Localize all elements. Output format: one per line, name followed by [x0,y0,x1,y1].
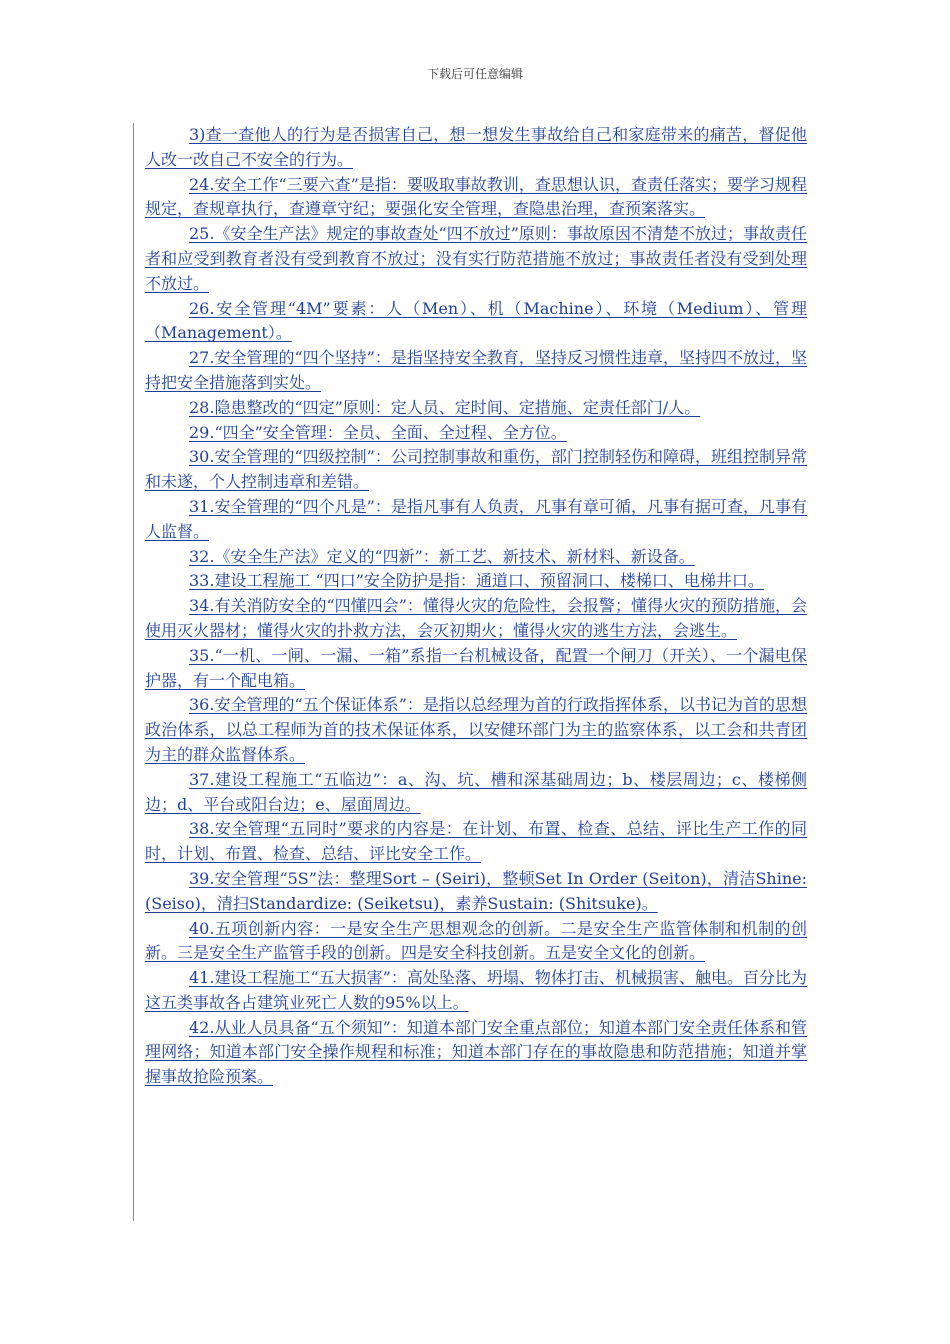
paragraph: 35.“一机、一闸、一漏、一箱”系指一台机械设备，配置一个闸刀（开关）、一个漏电保护器，有一个配电箱。 [145,645,807,690]
paragraph: 38.安全管理“五同时”要求的内容是：在计划、布置、检查、总结、评比生产工作的同时，计划、布置、检查、总结、评比安全工作。 [145,819,807,864]
paragraph: 27.安全管理的“四个坚持”：是指坚持安全教育，坚持反习惯性违章，坚持四不放过，坚持把安全措施落到实处。 [145,348,807,392]
margin-line [133,123,134,1221]
paragraph: 39.安全管理“5S”法：整理Sort – (Seiri)，整顿Set In Order (Seiton)，清洁Shine: (Seiso)，清扫Standardize: (Seiketsu)，素养Sustain: (Shitsuke)。 [145,868,807,913]
paragraph: 29.“四全”安全管理：全员、全面、全过程、全方位。 [189,422,567,442]
paragraph: 42.从业人员具备“五个须知”：知道本部门安全重点部位；知道本部门安全责任体系和管理网络；知道本部门安全操作规程和标准；知道本部门存在的事故隐患和防范措施；知道并掌握事故抢险预案。 [145,1017,807,1087]
paragraph: 26.安全管理“4M”要素：人（Men）、机（Machine）、环境（Medium）、管理（Management）。 [145,298,807,343]
page-header: 下载后可任意编辑 [426,67,523,81]
document-body [145,123,807,1090]
paragraph: 34.有关消防安全的“四懂四会”：懂得火灾的危险性，会报警；懂得火灾的预防措施，会使用灭火器材；懂得火灾的扑救方法，会灭初期火；懂得火灾的逃生方法，会逃生。 [145,596,807,640]
paragraph: 25.《安全生产法》规定的事故查处“四不放过”原则：事故原因不清楚不放过；事故责任者和应受到教育者没有受到教育不放过；没有实行防范措施不放过；事故责任者没有受到处理不放过。 [145,224,807,293]
paragraph: 41.建设工程施工“五大损害”：高处坠落、坍塌、物体打击、机械损害、触电。百分比为这五类事故各占建筑业死亡人数的95%以上。 [145,968,807,1012]
paragraph: 40.五项创新内容：一是安全生产思想观念的创新。二是安全生产监管体制和机制的创新。三是安全生产监管手段的创新。四是安全科技创新。五是安全文化的创新。 [145,918,807,963]
paragraph: 3)查一查他人的行为是否损害自己，想一想发生事故给自己和家庭带来的痛苦，督促他人改一改自己不安全的行为。 [145,125,807,169]
paragraph: 36.安全管理的“五个保证体系”：是指以总经理为首的行政指挥体系，以书记为首的思想政治体系，以总工程师为首的技术保证体系，以安健环部门为主的监察体系，以工会和共青团为主的群众监督体系。 [145,695,807,764]
paragraph: 33.建设工程施工 “四口”安全防护是指：通道口、预留洞口、楼梯口、电梯井口。 [189,571,764,591]
paragraph: 30.安全管理的“四级控制”：公司控制事故和重伤，部门控制轻伤和障碍，班组控制异常和未遂，个人控制违章和差错。 [145,447,807,492]
paragraph: 32.《安全生产法》定义的“四新”：新工艺、新技术、新材料、新设备。 [189,546,695,566]
paragraph: 37.建设工程施工“五临边”：a、沟、坑、槽和深基础周边；b、楼层周边；c、楼梯侧边；d、平台或阳台边；e、屋面周边。 [145,769,807,814]
paragraph: 24.安全工作“三要六查”是指：要吸取事故教训，查思想认识，查责任落实；要学习规程规定，查规章执行，查遵章守纪；要强化安全管理，查隐患治理，查预案落实。 [145,174,807,219]
paragraph: 31.安全管理的“四个凡是”：是指凡事有人负责，凡事有章可循，凡事有据可查，凡事有人监督。 [145,496,807,541]
paragraph: 28.隐患整改的“四定”原则：定人员、定时间、定措施、定责任部门/人。 [189,397,701,417]
